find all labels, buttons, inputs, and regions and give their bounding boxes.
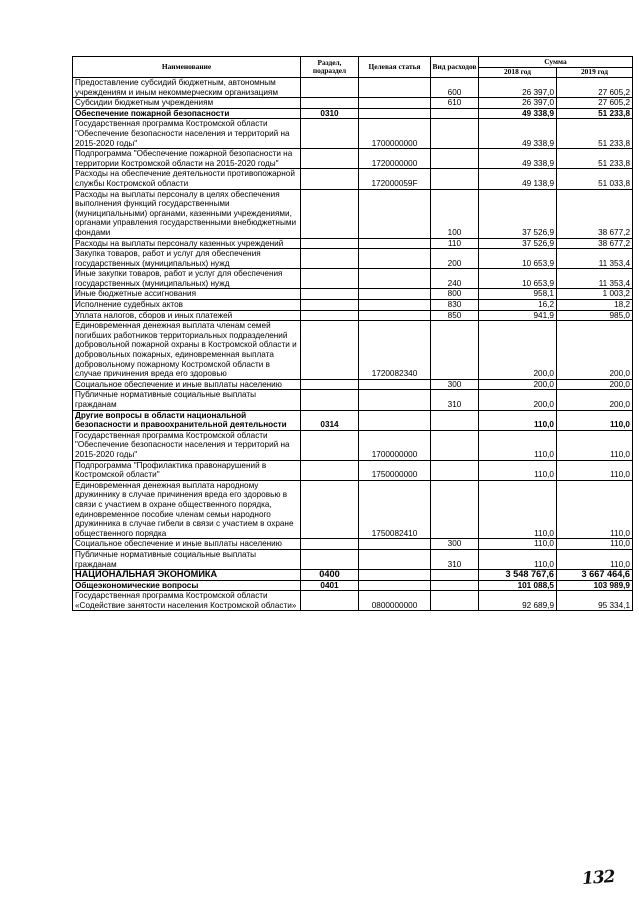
row-expense-type: 610 bbox=[431, 98, 479, 109]
row-sum-2019: 1 003,2 bbox=[557, 289, 633, 300]
row-section: 0314 bbox=[301, 410, 359, 430]
row-sum-2018: 110,0 bbox=[479, 460, 557, 480]
header-target: Целевая статья bbox=[359, 57, 431, 78]
table-row bbox=[73, 108, 633, 119]
page-number: 132 bbox=[581, 866, 616, 890]
table-row bbox=[73, 379, 633, 390]
header-section: Раздел, подраздел bbox=[301, 57, 359, 78]
row-expense-type bbox=[431, 169, 479, 189]
row-name: Расходы на выплаты персоналу казенных учреждений bbox=[73, 238, 301, 249]
row-expense-type bbox=[431, 149, 479, 169]
row-section bbox=[301, 119, 359, 149]
header-year-2018: 2018 год bbox=[479, 68, 557, 78]
row-target: 0800000000 bbox=[359, 591, 431, 611]
table-header bbox=[73, 57, 633, 78]
row-sum-2018: 10 653,9 bbox=[479, 269, 557, 289]
table-row bbox=[73, 300, 633, 311]
row-expense-type: 310 bbox=[431, 390, 479, 410]
row-expense-type bbox=[431, 430, 479, 460]
row-sum-2018: 49 338,9 bbox=[479, 149, 557, 169]
row-name: Публичные нормативные социальные выплаты гражданам bbox=[73, 390, 301, 410]
row-sum-2019: 200,0 bbox=[557, 321, 633, 380]
row-name: Предоставление субсидий бюджетным, автономным учреждениям и иным некоммерческим организациям bbox=[73, 78, 301, 98]
row-sum-2018: 37 526,9 bbox=[479, 189, 557, 238]
header-expense-type: Вид расходов bbox=[431, 57, 479, 78]
row-expense-type: 850 bbox=[431, 310, 479, 321]
row-target bbox=[359, 390, 431, 410]
row-name: Обеспечение пожарной безопасности bbox=[73, 108, 301, 119]
row-sum-2018: 110,0 bbox=[479, 480, 557, 539]
row-sum-2019: 103 989,9 bbox=[557, 580, 633, 591]
row-section: 0310 bbox=[301, 108, 359, 119]
row-expense-type bbox=[431, 410, 479, 430]
row-target bbox=[359, 189, 431, 238]
row-sum-2019: 38 677,2 bbox=[557, 189, 633, 238]
row-name: Исполнение судебных актов bbox=[73, 300, 301, 311]
row-target: 1700000000 bbox=[359, 119, 431, 149]
row-name: Государственная программа Костромской области "Обеспечение безопасности населения и территорий на 2015-2020 годы" bbox=[73, 430, 301, 460]
row-sum-2019: 27 605,2 bbox=[557, 78, 633, 98]
row-section bbox=[301, 379, 359, 390]
table-row bbox=[73, 119, 633, 149]
table-row bbox=[73, 410, 633, 430]
row-sum-2018: 10 653,9 bbox=[479, 249, 557, 269]
budget-table bbox=[72, 56, 633, 611]
row-sum-2018: 26 397,0 bbox=[479, 98, 557, 109]
row-name: Уплата налогов, сборов и иных платежей bbox=[73, 310, 301, 321]
row-target bbox=[359, 289, 431, 300]
row-sum-2019: 3 667 464,6 bbox=[557, 570, 633, 581]
row-sum-2019: 51 233,8 bbox=[557, 149, 633, 169]
row-target bbox=[359, 310, 431, 321]
row-sum-2019: 51 233,8 bbox=[557, 108, 633, 119]
table-row bbox=[73, 189, 633, 238]
row-target: 1720000000 bbox=[359, 149, 431, 169]
row-name: Расходы на обеспечение деятельности противопожарной службы Костромской области bbox=[73, 169, 301, 189]
table-row bbox=[73, 591, 633, 611]
row-sum-2018: 101 088,5 bbox=[479, 580, 557, 591]
row-section bbox=[301, 591, 359, 611]
row-section bbox=[301, 238, 359, 249]
row-sum-2018: 3 548 767,6 bbox=[479, 570, 557, 581]
header-name: Наименование bbox=[73, 57, 301, 78]
table-row bbox=[73, 539, 633, 550]
row-name: Социальное обеспечение и иные выплаты населению bbox=[73, 539, 301, 550]
table-row bbox=[73, 269, 633, 289]
row-section bbox=[301, 321, 359, 380]
row-name: НАЦИОНАЛЬНАЯ ЭКОНОМИКА bbox=[73, 570, 301, 581]
row-target bbox=[359, 410, 431, 430]
row-expense-type bbox=[431, 580, 479, 591]
row-expense-type bbox=[431, 119, 479, 149]
row-target bbox=[359, 570, 431, 581]
table-row bbox=[73, 238, 633, 249]
row-sum-2019: 11 353,4 bbox=[557, 269, 633, 289]
row-sum-2018: 37 526,9 bbox=[479, 238, 557, 249]
row-target bbox=[359, 78, 431, 98]
row-sum-2018: 92 689,9 bbox=[479, 591, 557, 611]
table-row bbox=[73, 390, 633, 410]
row-name: Иные бюджетные ассигнования bbox=[73, 289, 301, 300]
row-section bbox=[301, 149, 359, 169]
row-expense-type: 240 bbox=[431, 269, 479, 289]
row-expense-type: 300 bbox=[431, 539, 479, 550]
row-expense-type: 200 bbox=[431, 249, 479, 269]
row-name: Закупка товаров, работ и услуг для обеспечения государственных (муниципальных) нужд bbox=[73, 249, 301, 269]
row-section bbox=[301, 539, 359, 550]
row-sum-2018: 110,0 bbox=[479, 539, 557, 550]
table-row bbox=[73, 310, 633, 321]
row-section bbox=[301, 549, 359, 569]
row-target: 172000059F bbox=[359, 169, 431, 189]
row-section bbox=[301, 310, 359, 321]
row-expense-type: 300 bbox=[431, 379, 479, 390]
row-target: 1750000000 bbox=[359, 460, 431, 480]
row-target: 1720082340 bbox=[359, 321, 431, 380]
row-name: Социальное обеспечение и иные выплаты населению bbox=[73, 379, 301, 390]
row-target bbox=[359, 539, 431, 550]
row-sum-2018: 49 138,9 bbox=[479, 169, 557, 189]
row-section: 0400 bbox=[301, 570, 359, 581]
row-section bbox=[301, 300, 359, 311]
table-row bbox=[73, 78, 633, 98]
row-target bbox=[359, 549, 431, 569]
row-name: Единовременная денежная выплата членам семей погибших работников территориальных подразделений добровольной пожарной охраны в Костромской области и добровольных пожарных, единовременная выплата добровольному пожарному Костромской области в случае причинения вреда его здоровью bbox=[73, 321, 301, 380]
row-expense-type: 100 bbox=[431, 189, 479, 238]
row-sum-2018: 49 338,9 bbox=[479, 119, 557, 149]
row-expense-type: 110 bbox=[431, 238, 479, 249]
row-sum-2018: 200,0 bbox=[479, 321, 557, 380]
row-section bbox=[301, 269, 359, 289]
row-target bbox=[359, 580, 431, 591]
row-sum-2018: 110,0 bbox=[479, 430, 557, 460]
row-sum-2019: 51 233,8 bbox=[557, 119, 633, 149]
row-section bbox=[301, 289, 359, 300]
row-target bbox=[359, 238, 431, 249]
row-section bbox=[301, 249, 359, 269]
row-target: 1700000000 bbox=[359, 430, 431, 460]
table-row bbox=[73, 249, 633, 269]
table-row bbox=[73, 98, 633, 109]
row-sum-2018: 941,9 bbox=[479, 310, 557, 321]
row-section bbox=[301, 78, 359, 98]
table-row bbox=[73, 289, 633, 300]
row-name: Подпрограмма "Обеспечение пожарной безопасности на территории Костромской области на 2015-2020 годы" bbox=[73, 149, 301, 169]
row-sum-2018: 958,1 bbox=[479, 289, 557, 300]
table-row bbox=[73, 169, 633, 189]
row-sum-2018: 110,0 bbox=[479, 549, 557, 569]
row-sum-2018: 16,2 bbox=[479, 300, 557, 311]
row-sum-2018: 26 397,0 bbox=[479, 78, 557, 98]
row-name: Субсидии бюджетным учреждениям bbox=[73, 98, 301, 109]
row-target: 1750082410 bbox=[359, 480, 431, 539]
row-sum-2019: 38 677,2 bbox=[557, 238, 633, 249]
row-sum-2019: 27 605,2 bbox=[557, 98, 633, 109]
table-row bbox=[73, 480, 633, 539]
row-sum-2019: 110,0 bbox=[557, 410, 633, 430]
row-sum-2019: 200,0 bbox=[557, 379, 633, 390]
row-target bbox=[359, 300, 431, 311]
row-sum-2018: 200,0 bbox=[479, 390, 557, 410]
row-expense-type: 800 bbox=[431, 289, 479, 300]
row-sum-2019: 110,0 bbox=[557, 430, 633, 460]
table-row bbox=[73, 460, 633, 480]
row-sum-2019: 11 353,4 bbox=[557, 249, 633, 269]
row-expense-type bbox=[431, 591, 479, 611]
row-section bbox=[301, 189, 359, 238]
row-name: Другие вопросы в области национальной безопасности и правоохранительной деятельности bbox=[73, 410, 301, 430]
row-sum-2019: 110,0 bbox=[557, 549, 633, 569]
row-sum-2019: 110,0 bbox=[557, 539, 633, 550]
row-expense-type bbox=[431, 480, 479, 539]
table-row bbox=[73, 149, 633, 169]
table-row bbox=[73, 430, 633, 460]
row-section: 0401 bbox=[301, 580, 359, 591]
row-name: Государственная программа Костромской области "Обеспечение безопасности населения и территорий на 2015-2020 годы" bbox=[73, 119, 301, 149]
row-expense-type bbox=[431, 570, 479, 581]
row-section bbox=[301, 169, 359, 189]
table-row bbox=[73, 570, 633, 581]
row-expense-type bbox=[431, 108, 479, 119]
row-sum-2019: 110,0 bbox=[557, 460, 633, 480]
header-year-2019: 2019 год bbox=[557, 68, 633, 78]
row-target bbox=[359, 379, 431, 390]
row-sum-2019: 985,0 bbox=[557, 310, 633, 321]
table-row bbox=[73, 549, 633, 569]
table-row bbox=[73, 321, 633, 380]
row-target bbox=[359, 249, 431, 269]
row-expense-type: 600 bbox=[431, 78, 479, 98]
row-name: Публичные нормативные социальные выплаты гражданам bbox=[73, 549, 301, 569]
row-section bbox=[301, 430, 359, 460]
row-sum-2019: 51 033,8 bbox=[557, 169, 633, 189]
row-section bbox=[301, 390, 359, 410]
budget-sheet bbox=[72, 56, 633, 611]
row-sum-2019: 95 334,1 bbox=[557, 591, 633, 611]
row-name: Единовременная денежная выплата народному дружиннику в случае причинения вреда его здоровью в связи с участием в охране общественного порядка, единовременное пособие членам семьи народного дружинника в случае гибели в связи с участием в охране общественного порядка bbox=[73, 480, 301, 539]
row-name: Иные закупки товаров, работ и услуг для обеспечения государственных (муниципальных) нужд bbox=[73, 269, 301, 289]
row-target bbox=[359, 269, 431, 289]
row-expense-type: 310 bbox=[431, 549, 479, 569]
row-section bbox=[301, 460, 359, 480]
row-sum-2018: 200,0 bbox=[479, 379, 557, 390]
row-sum-2019: 200,0 bbox=[557, 390, 633, 410]
header-sum: Сумма bbox=[479, 57, 633, 68]
row-sum-2018: 110,0 bbox=[479, 410, 557, 430]
row-name: Расходы на выплаты персоналу в целях обеспечения выполнения функций государственными (муниципальными) органами, казенными учреждениями, органами управления государственными внебюджетными фондами bbox=[73, 189, 301, 238]
row-target bbox=[359, 108, 431, 119]
row-expense-type bbox=[431, 321, 479, 380]
row-name: Общеэкономические вопросы bbox=[73, 580, 301, 591]
row-name: Государственная программа Костромской области «Содействие занятости населения Костромской области» bbox=[73, 591, 301, 611]
row-section bbox=[301, 98, 359, 109]
table-row bbox=[73, 580, 633, 591]
row-sum-2018: 49 338,9 bbox=[479, 108, 557, 119]
table-body bbox=[73, 78, 633, 611]
row-expense-type bbox=[431, 460, 479, 480]
row-sum-2019: 18,2 bbox=[557, 300, 633, 311]
row-expense-type: 830 bbox=[431, 300, 479, 311]
row-sum-2019: 110,0 bbox=[557, 480, 633, 539]
row-target bbox=[359, 98, 431, 109]
row-name: Подпрограмма "Профилактика правонарушений в Костромской области" bbox=[73, 460, 301, 480]
row-section bbox=[301, 480, 359, 539]
